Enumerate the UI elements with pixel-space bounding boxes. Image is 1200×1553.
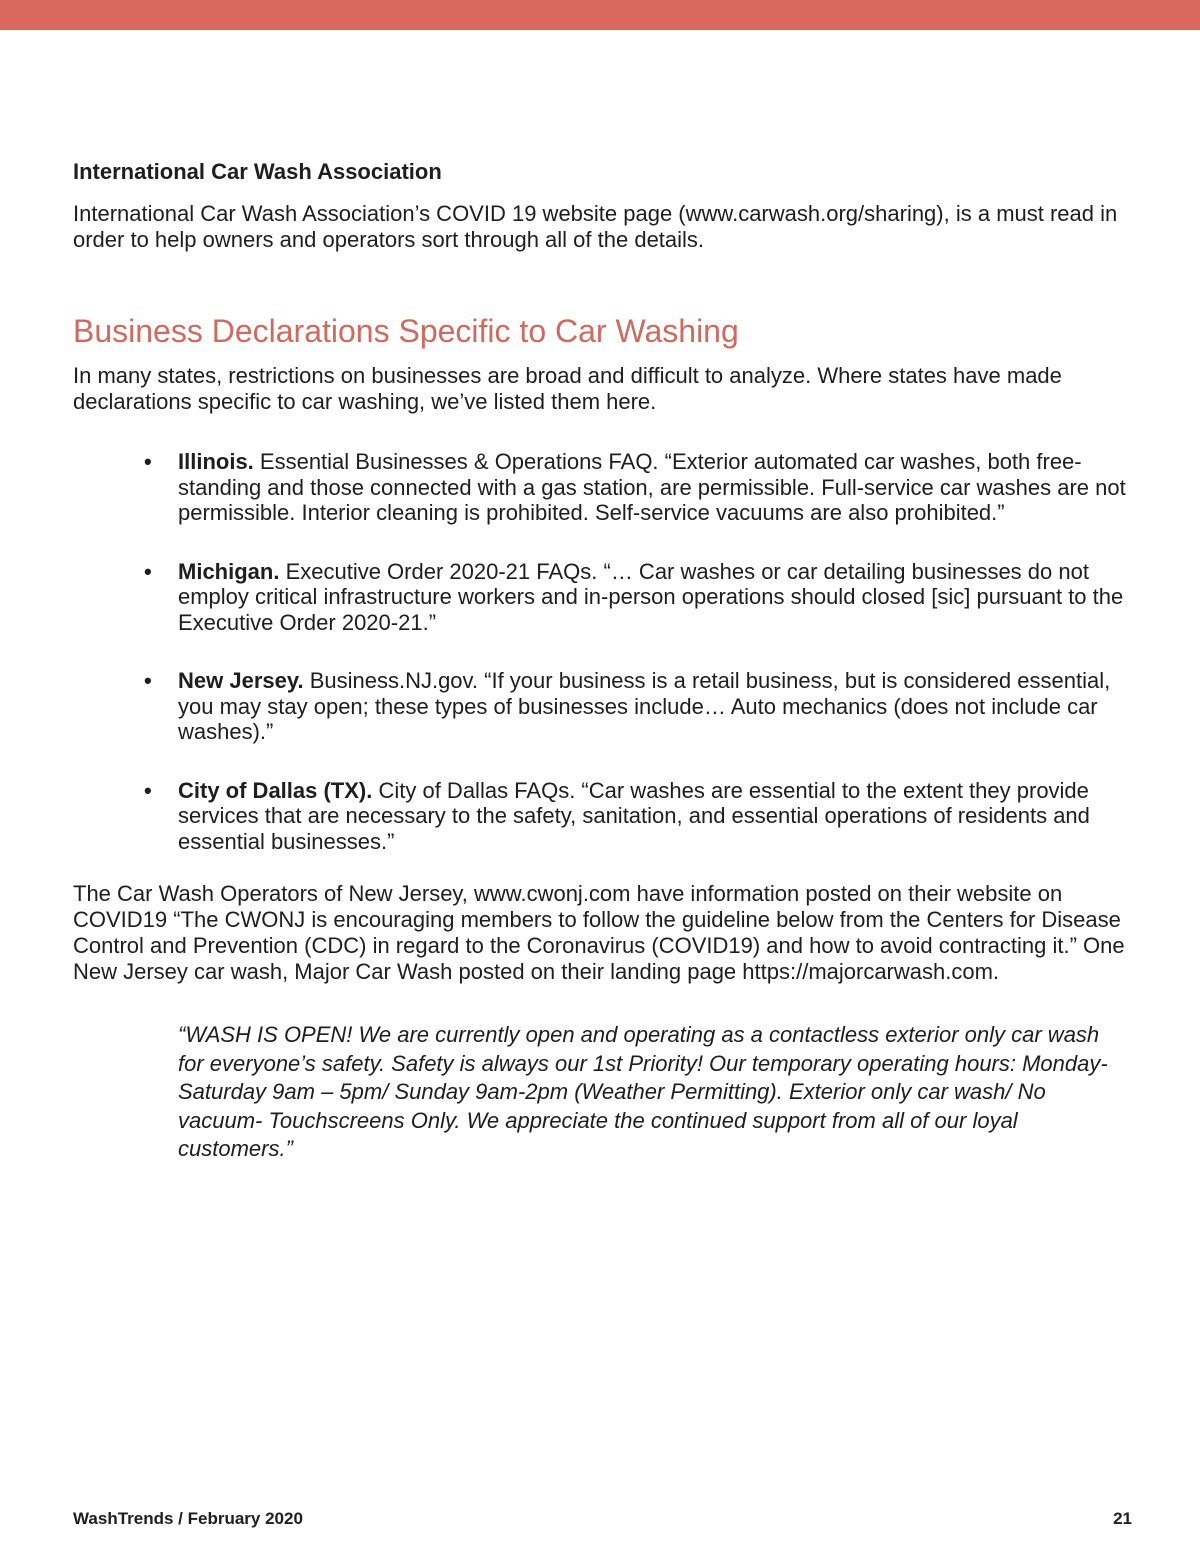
list-item-illinois <box>144 449 1138 526</box>
section-title: Business Declarations Specific to Car Washing <box>73 313 739 349</box>
state-name: Illinois. <box>178 449 254 474</box>
list-item-michigan <box>144 558 1138 636</box>
state-text: City of Dallas FAQs. “Car washes are essential to the extent they provide services that are necessary to the safety, sanitation, and essential operations of residents and essential businesses.” <box>178 777 1090 854</box>
org-paragraph: International Car Wash Association’s COVID 19 website page (www.carwash.org/sharing), is a must read in order to help owners and operators sort through all of the details. <box>73 201 1118 252</box>
footer-publication: WashTrends / February 2020 <box>73 1509 303 1528</box>
list-item-dallas <box>144 777 1138 855</box>
quote-block: “WASH IS OPEN! We are currently open and operating as a contactless exterior only car wash for everyone’s safety. Safety is always our 1st Priority! Our temporary operating hours: Monday-Saturday 9am – 5pm/ Sunday 9am-2pm (Weather Permitting). Exterior only car wash/ No vacuum- Touchscreens Only. We appreciate the continued support from all of our loyal customers.” <box>178 1022 1108 1161</box>
top-accent-bar <box>0 0 1200 30</box>
state-text: Executive Order 2020-21 FAQs. “… Car washes or car detailing businesses do not employ critical infrastructure workers and in-person operations should closed [sic] pursuant to the Executive Order 2020-21.” <box>178 558 1124 635</box>
state-text: Business.NJ.gov. “If your business is a retail business, but is considered essential, you may stay open; these types of businesses include… Auto mechanics (does not include car washes).” <box>178 668 1111 744</box>
declarations-list <box>73 449 1138 854</box>
page-content <box>73 157 1138 1164</box>
state-name: City of Dallas (TX). <box>178 777 373 803</box>
bullet-icon: • <box>144 668 152 693</box>
closing-paragraph: The Car Wash Operators of New Jersey, www.cwonj.com have information posted on their website on COVID19 “The CWONJ is encouraging members to follow the guideline below from the Centers for Disease Control and Prevention (CDC) in regard to the Coronavirus (COVID19) and how to avoid contracting it.” One New Jersey car wash, Major Car Wash posted on their landing page https://majorcarwash.com. <box>73 881 1125 984</box>
state-name: Michigan. <box>178 558 280 584</box>
list-item-new-jersey <box>144 668 1138 745</box>
org-heading: International Car Wash Association <box>73 159 442 184</box>
bullet-icon: • <box>144 558 152 584</box>
bullet-icon: • <box>144 449 152 474</box>
state-text: Essential Businesses & Operations FAQ. “Exterior automated car washes, both free-standing and those connected with a gas station, are permissible. Full-service car washes are not permissible. Interior cleaning is prohibited. Self-service vacuums are also prohibited.” <box>178 449 1126 525</box>
page-number: 21 <box>1113 1509 1132 1528</box>
state-name: New Jersey. <box>178 668 304 693</box>
bullet-icon: • <box>144 777 152 803</box>
section-intro: In many states, restrictions on businesses are broad and difficult to analyze. Where states have made declarations specific to car washing, we’ve listed them here. <box>73 363 1062 414</box>
